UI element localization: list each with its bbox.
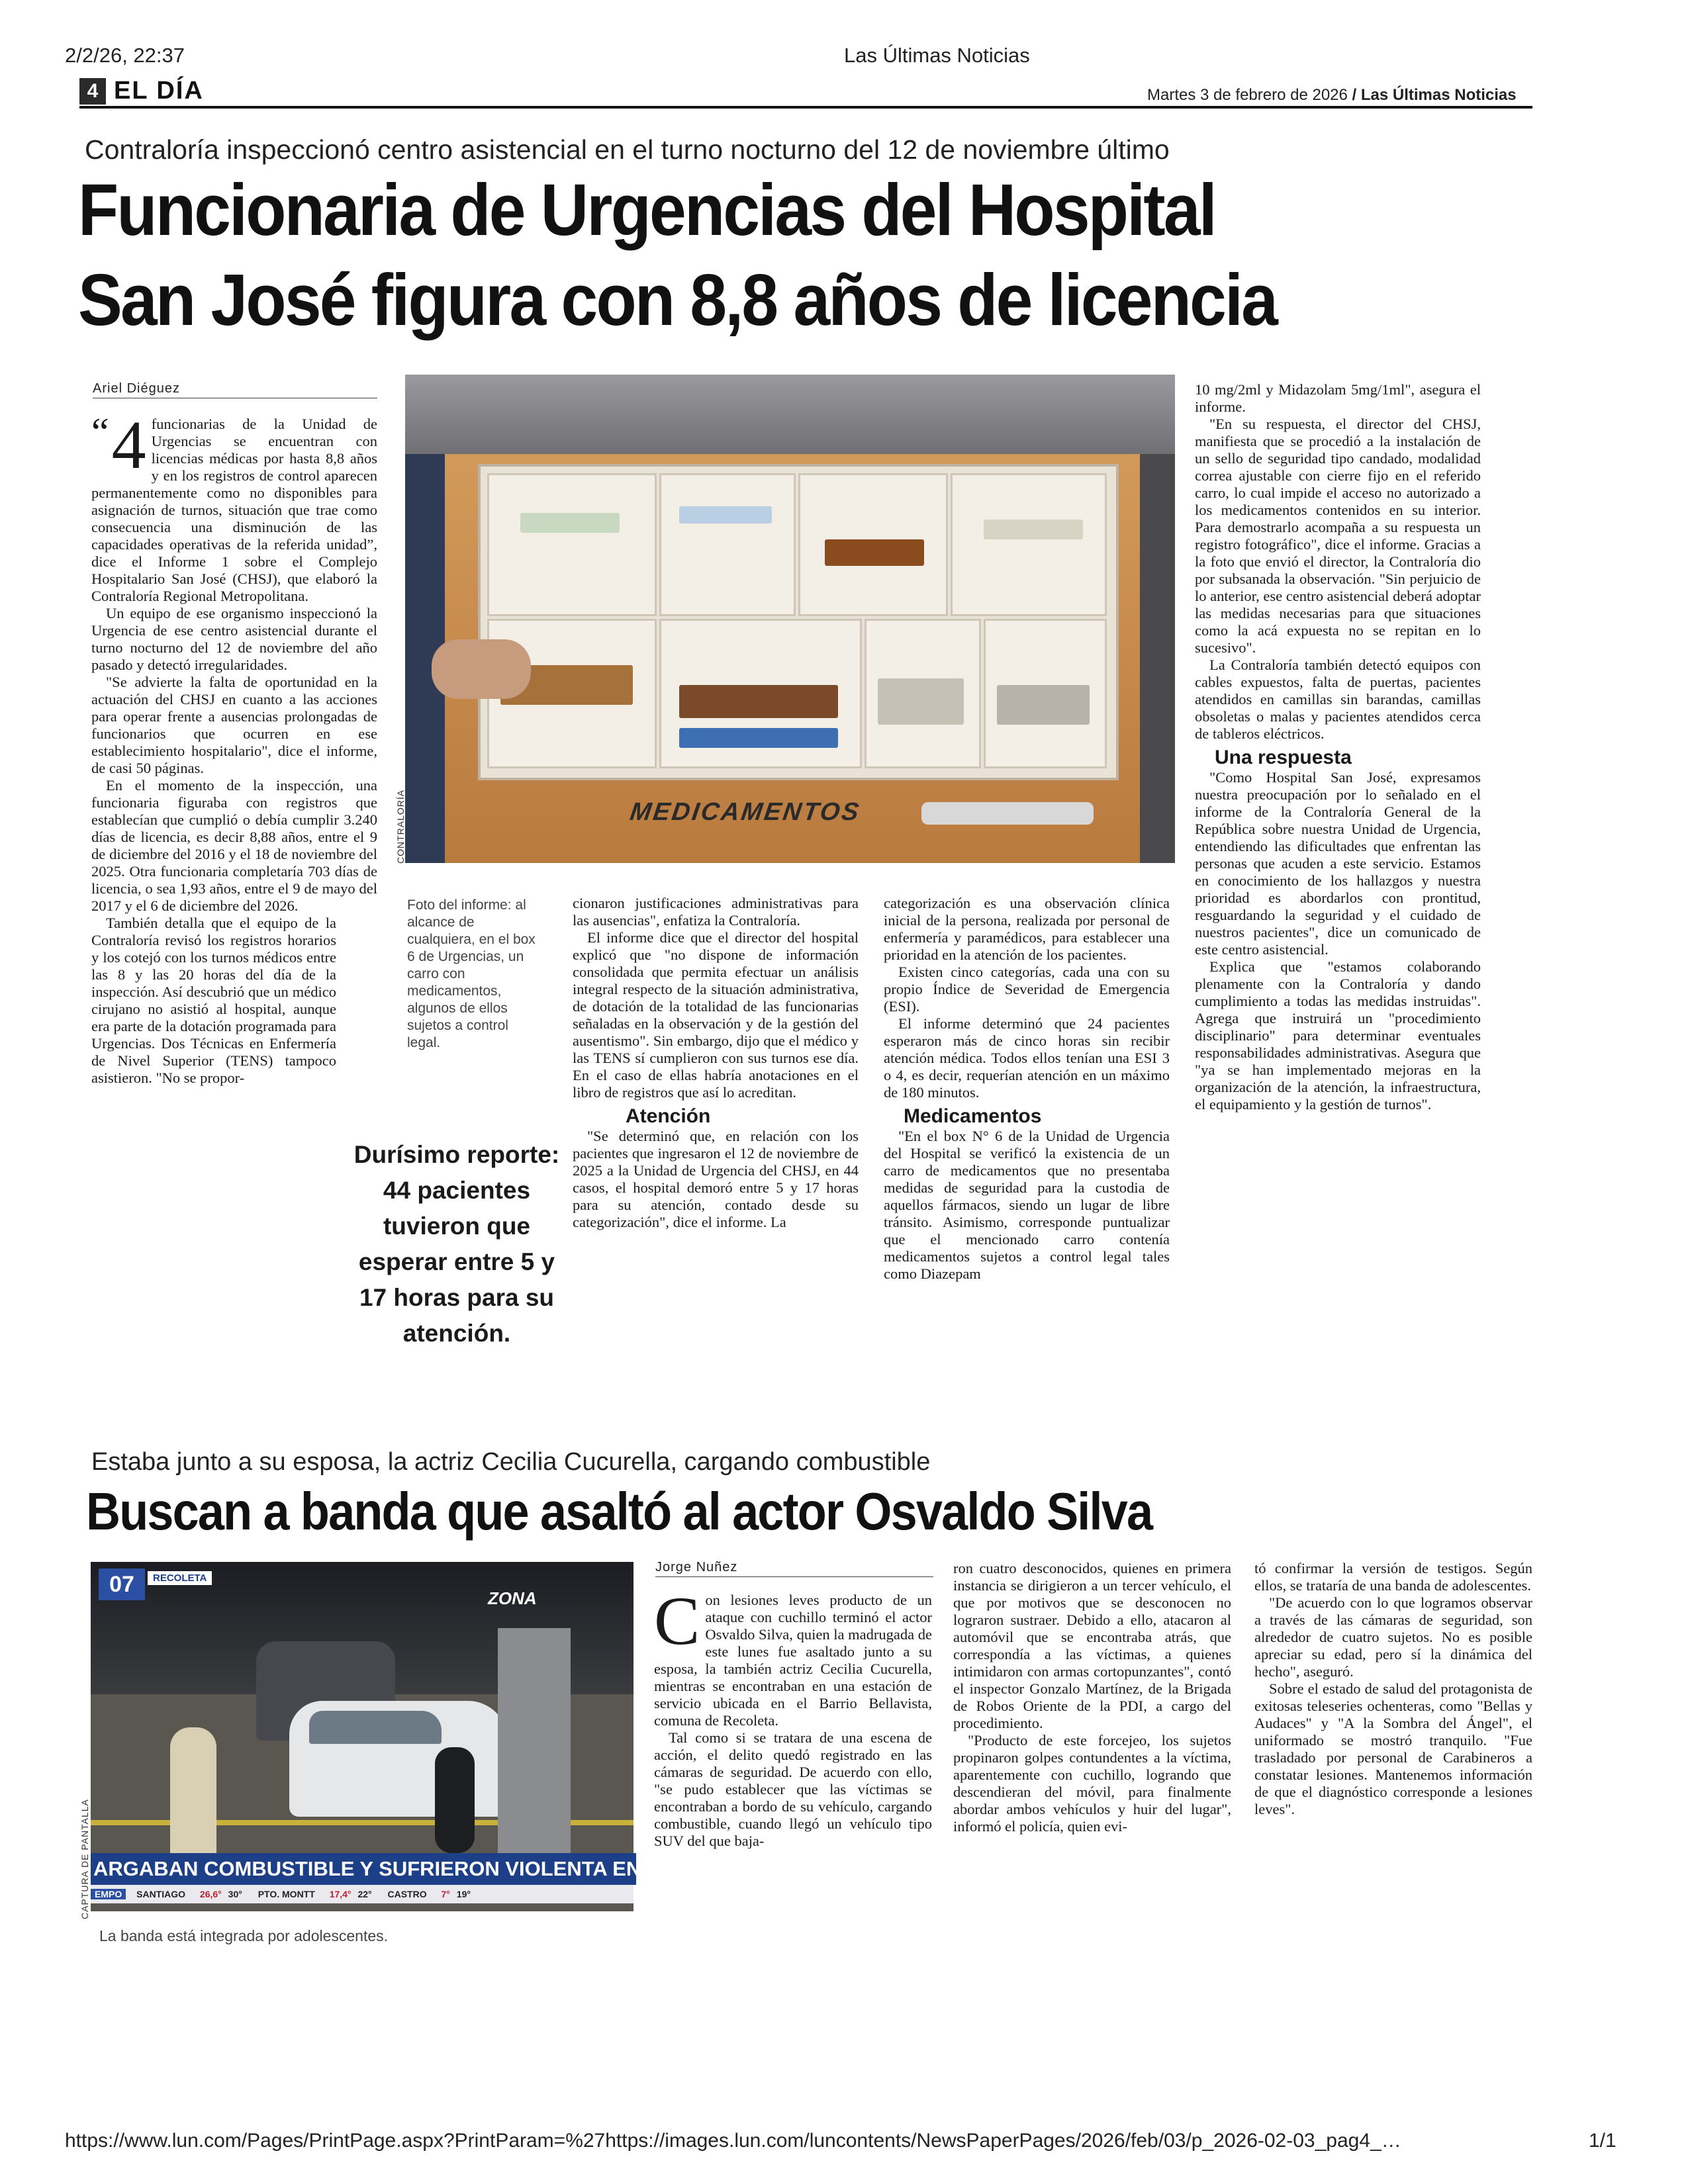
article2-col2-p2: "Producto de este forcejeo, los sujetos propinaron golpes contundentes a la víctima, aparentemente con cuchillo, logrando que descendieran del móvil, para finalmente abordar ambos vehículos y huir del lugar", informó el policía, quien evi- [953, 1732, 1231, 1835]
article1-photo-credit: CONTRALORÍA [395, 789, 406, 864]
hand [432, 639, 531, 699]
ampoule-pack [878, 678, 964, 725]
tv-tiempo: EMPO [91, 1889, 126, 1899]
article1-col1-p2: Un equipo de ese organismo inspeccionó la Urgencia de ese centro asistencial durante el turno nocturno del 12 de noviembre del año pasado y detectó irregularidades. [91, 605, 377, 673]
article1-byline: Ariel Diéguez [93, 381, 377, 398]
drawer-handle [921, 802, 1094, 825]
article2-photo-credit: CAPTURA DE PANTALLA [79, 1799, 90, 1919]
print-datetime: 2/2/26, 22:37 [65, 44, 185, 67]
article2-col3-p3: Sobre el estado de salud del protagonista de exitosas teleseries ochenteras, como "Bellas y Audaces" y "A la Sombra del Ángel", el uniformado se mostró tranquilo. "Fue trasladado por personal de Carabineros a constatar lesiones. Mantenemos información de que el diagnóstico corresponde a lesiones leves". [1254, 1680, 1532, 1817]
dateline-separator: / [1352, 86, 1357, 104]
article1-col4-p2: "En su respuesta, el director del CHSJ, manifiesta que se procedió a la instalación de un sello de seguridad tipo candado, modalidad correa ajustable con cierre fijo en el referido carro, lo cual impide el acceso no autorizado a los medicamentos contenidos en su interior. Para demostrarlo acompaña a su respuesta un registro fotográfico", dice el informe. Gracias a la foto que envió el director, la Contraloría dio por subsanada la observación. "Sin perjuicio de lo anterior, ese centro asistencial deberá adoptar las medidas necesarias para que situaciones como la acá expuesta no se repitan en lo sucesivo". [1195, 416, 1481, 656]
tv-weather-bar [91, 1885, 633, 1903]
article1-col3-p3: El informe determinó que 24 pacientes esperaron más de cinco horas sin recibir atención médica. Todos ellos tenían una ESI 3 o 4, es decir, requerían atención en un máximo de 180 minutos. [884, 1015, 1170, 1101]
article1-col1-p1: funcionarias de la Unidad de Urgencias se encuentran con licencias médicas por hasta 8,8 años y en los registros de control aparecen permanentemente como no disponibles para asignación de turnos, situación que trae como consecuencia una disminución de las capacidades operativas de la referida unidad”, dice el Informe 1 sobre el Complejo Hospitalario San José (CHSJ), que elaboró la Contraloría Regional Metropolitana. [91, 416, 377, 604]
issue-date: Martes 3 de febrero de 2026 [1147, 86, 1348, 104]
article1-subhead-atencion: Atención [626, 1105, 711, 1127]
article1-column-2 [573, 895, 859, 1231]
article1-column-4 [1195, 381, 1481, 1113]
ampoule-pack [520, 513, 620, 533]
article1-col3-p4: "En el box N° 6 de la Unidad de Urgencia del Hospital se verificó la existencia de un carro de medicamentos que no presentaba medidas de seguridad para la custodia de aquellos fármacos, siendo un lugar de libre tránsito. Asimismo, corresponde puntualizar que el mencionado carro contenía medicamentos sujetos a control legal tales como Diazepam [884, 1128, 1170, 1282]
tv-ticker: ARGABAN COMBUSTIBLE Y SUFRIERON VIOLENTA ENCERRONA [91, 1853, 636, 1885]
tray-cell [487, 473, 657, 616]
article2-col3-p2: "De acuerdo con lo que logramos observar a través de las cámaras de seguridad, son alrededor de cuatro sujetos. No es posible apreciar su edad, pero sí la dinámica del hecho", aseguró. [1254, 1594, 1532, 1680]
ampoule-pack [679, 506, 772, 523]
article2-col1-p2: Tal como si se tratara de una escena de acción, el delito quedó registrado en las cámaras de seguridad. De acuerdo con ello, "se pudo establecer que las víctimas se encontraban a bordo de su vehículo, cargando combustible, cuando llegó un vehículo tipo SUV del que baja- [654, 1729, 932, 1849]
car-window [309, 1711, 442, 1744]
article1-col4-p4: "Como Hospital San José, expresamos nuestra preocupación por lo señalado en el informe de la Contraloría General de la República sobre nuestra Unidad de Urgencia, entendiendo las dificultades que enfrentan las personas que acuden a este servicio. Estamos en conocimiento de los hallazgos y nuestra prioridad es abordarlos con prontitud, resguardando la seguridad y el cuidado de nuestros pacientes", dice un comunicado de este centro asistencial. [1195, 769, 1481, 958]
masthead-rule [79, 106, 1532, 109]
article1-col2-p1: cionaron justificaciones administrativas para las ausencias", enfatiza la Contraloría. [573, 895, 859, 929]
article1-column-1 [91, 407, 377, 1087]
fuel-pump [498, 1628, 571, 1853]
article1-col1-p4: En el momento de la inspección, una funcionaria figuraba con registros que establecían que cumplió o debía cumplir 3.240 días de licencia, es decir 8,88 años, entre el 9 de diciembre del 2016 y el 18 de noviembre del 2025. Otra funcionaria completaría 703 días de licencia, o sea 1,93 años, entre el 9 de mayo del 2017 y el 6 de diciembre del 2026. [91, 777, 377, 914]
ampoule-pack [679, 685, 838, 718]
tv-city1-min: 26,6° [199, 1889, 222, 1899]
ampoule-pack [679, 728, 838, 748]
print-page-count: 1/1 [1589, 2130, 1617, 2152]
article2-col1-p1: on lesiones leves producto de un ataque con cuchillo terminó el actor Osvaldo Silva, quien la madrugada de este lunes fue asaltado junto a su esposa, la también actriz Cecilia Cucurella, mientras se encontraban en una estación de servicio ubicada en el Barrio Bellavista, comuna de Recoleta. [654, 1592, 932, 1729]
tv-city1-max: 30° [228, 1889, 242, 1899]
tv-city2: PTO. MONTT [258, 1889, 315, 1899]
print-url: https://www.lun.com/Pages/PrintPage.aspx?PrintParam=%27https://images.lun.com/luncontents/NewsPaperPages/2026/feb/03/p_2026-02-03_pag4_… [65, 2130, 1401, 2152]
article1-headline-line1: Funcionaria de Urgencias del Hospital [78, 169, 1215, 251]
article2-photo-caption: La banda está integrada por adolescentes. [99, 1927, 389, 1944]
article1-col2-p2: El informe dice que el director del hospital explicó que "no dispone de información consolidada que permita efectuar un análisis integral respecto de la situación administrativa, de dotación de la totalidad de las funcionarias señaladas en la observación y de la gestión del ausentismo". Sin embargo, dijo que el médico y las TENS sí cumplieron con sus turnos ese día. En el caso de ellas habría anotaciones en el libro de registros que así lo acreditan. [573, 929, 859, 1101]
person-2 [435, 1747, 475, 1853]
article2-headline: Buscan a banda que asaltó al actor Osvaldo Silva [86, 1482, 1152, 1541]
article1-subhead-respuesta: Una respuesta [1215, 747, 1352, 768]
drawer-top [405, 375, 1175, 454]
tv-city2-min: 17,4° [329, 1889, 352, 1899]
tv-brand: ZONA [488, 1588, 537, 1608]
dropcap: 4 [111, 407, 146, 483]
tv-channel-badge: 07 [99, 1569, 145, 1600]
article2-column-1 [654, 1583, 932, 1850]
section-name: EL DÍA [114, 77, 204, 105]
article1-col3-p2: Existen cinco categorías, cada una con su propio Índice de Severidad de Emergencia (ESI). [884, 964, 1170, 1015]
dateline [1147, 86, 1517, 105]
tv-location-tag: RECOLETA [148, 1571, 212, 1585]
article1-pullquote: Durísimo reporte: 44 pacientes tuvieron que esperar entre 5 y 17 horas para su atención. [353, 1141, 560, 1347]
tray-cell [659, 473, 796, 616]
article1-headline-line2: San José figura con 8,8 años de licencia [78, 259, 1277, 341]
ampoule-pack [825, 539, 924, 566]
article1-subhead-medicamentos: Medicamentos [904, 1105, 1042, 1127]
article2-dropcap: C [654, 1583, 700, 1659]
article1-col2-p3: "Se determinó que, en relación con los pacientes que ingresaron el 12 de noviembre de 2025 a la Unidad de Urgencia del CHSJ, en 44 casos, el hospital demoró entre 5 y 17 horas para su atención, contado desde su categorización", dice el informe. La [573, 1128, 859, 1230]
drawer-label: MEDICAMENTOS [628, 798, 863, 826]
ampoule-pack [997, 685, 1090, 725]
tv-city1: SANTIAGO [136, 1889, 186, 1899]
article1-col1-p5: También detalla que el equipo de la Contraloría revisó los registros horarios y los cotejó con los turnos médicos entre las 8 y las 20 horas del día de la inspección. Así descubrió que un médico cirujano no asistió al hospital, aunque era parte de la dotación programada para Urgencias. Dos Técnicas en Enfermería de Nivel Superior (TENS) tampoco asistieron. "No se propor- [91, 915, 336, 1086]
paper-name: Las Últimas Noticias [1360, 86, 1517, 104]
tray-cell [951, 473, 1107, 616]
article1-col3-p1: categorización es una observación clínica inicial de la persona, realizada por personal de enfermería y paramédicos, para establecer una prioridad en la atención de los pacientes. [884, 895, 1170, 963]
open-quote: “ [91, 410, 109, 454]
article2-byline: Jorge Nuñez [655, 1560, 933, 1577]
article1-col1-p3: "Se advierte la falta de oportunidad en la actuación del CHSJ en cuanto a las acciones para operar frente a ausencias prolongadas de funcionarios que ocurren en ese establecimiento hospitalario", dice el informe, de casi 50 páginas. [91, 674, 377, 776]
drawer-tray [478, 464, 1119, 780]
person-1 [170, 1727, 216, 1873]
tv-city2-max: 22° [357, 1889, 372, 1899]
article2-column-2 [953, 1560, 1231, 1835]
article2-col3-p1: tó confirmar la versión de testigos. Según ellos, se trataría de una banda de adolescentes. [1254, 1560, 1532, 1594]
article1-kicker: Contraloría inspeccionó centro asistencial en el turno nocturno del 12 de noviembre último [85, 134, 1170, 165]
article1-photo [405, 375, 1175, 863]
tv-city3-min: 7° [441, 1889, 450, 1899]
article2-col2-p1: ron cuatro desconocidos, quienes en primera instancia se dirigieron a un tercer vehículo, el que por motivos que se desconocen no lograron sustraer. Debido a ello, atacaron al automóvil que se encontraba atrás, que correspondía a las víctimas, a quienes intimidaron con armas cortopunzantes", contó el inspector Gonzalo Martínez, de la Brigada de Robos Oriente de la PDI, a cargo del procedimiento. [953, 1560, 1231, 1731]
article1-column-3 [884, 895, 1170, 1283]
ampoule-pack [984, 520, 1083, 539]
article1-col4-p5: Explica que "estamos colaborando plenamente con la Contraloría y dando cumplimiento a todas las medidas instruidas". Agrega que instruirá un "procedimiento disciplinario" para determinar eventuales responsabilidades administrativas. Asegura que "ya se han implementado mejoras en la organización de la atención, la infraestructura, el equipamiento y la gestión de turnos". [1195, 958, 1481, 1113]
article1-col4-p3: La Contraloría también detectó equipos con cables expuestos, falta de puertas, pacientes atendidos en camillas sin barandas, camillas obsoletas o malas y pacientes atendidos cerca de tableros eléctricos. [1195, 657, 1481, 742]
tv-city3-max: 19° [456, 1889, 471, 1899]
page-number-badge: 4 [79, 78, 106, 105]
article2-kicker: Estaba junto a su esposa, la actriz Cecilia Cucurella, cargando combustible [91, 1448, 931, 1476]
tv-city3: CASTRO [387, 1889, 427, 1899]
article2-column-3 [1254, 1560, 1532, 1818]
print-site-title: Las Últimas Noticias [844, 44, 1030, 67]
article1-col4-p1: 10 mg/2ml y Midazolam 5mg/1ml", asegura el informe. [1195, 381, 1481, 415]
article1-photo-caption: Foto del informe: al alcance de cualquiera, en el box 6 de Urgencias, un carro con medicamentos, algunos de ellos sujetos a control legal. [407, 897, 536, 1050]
